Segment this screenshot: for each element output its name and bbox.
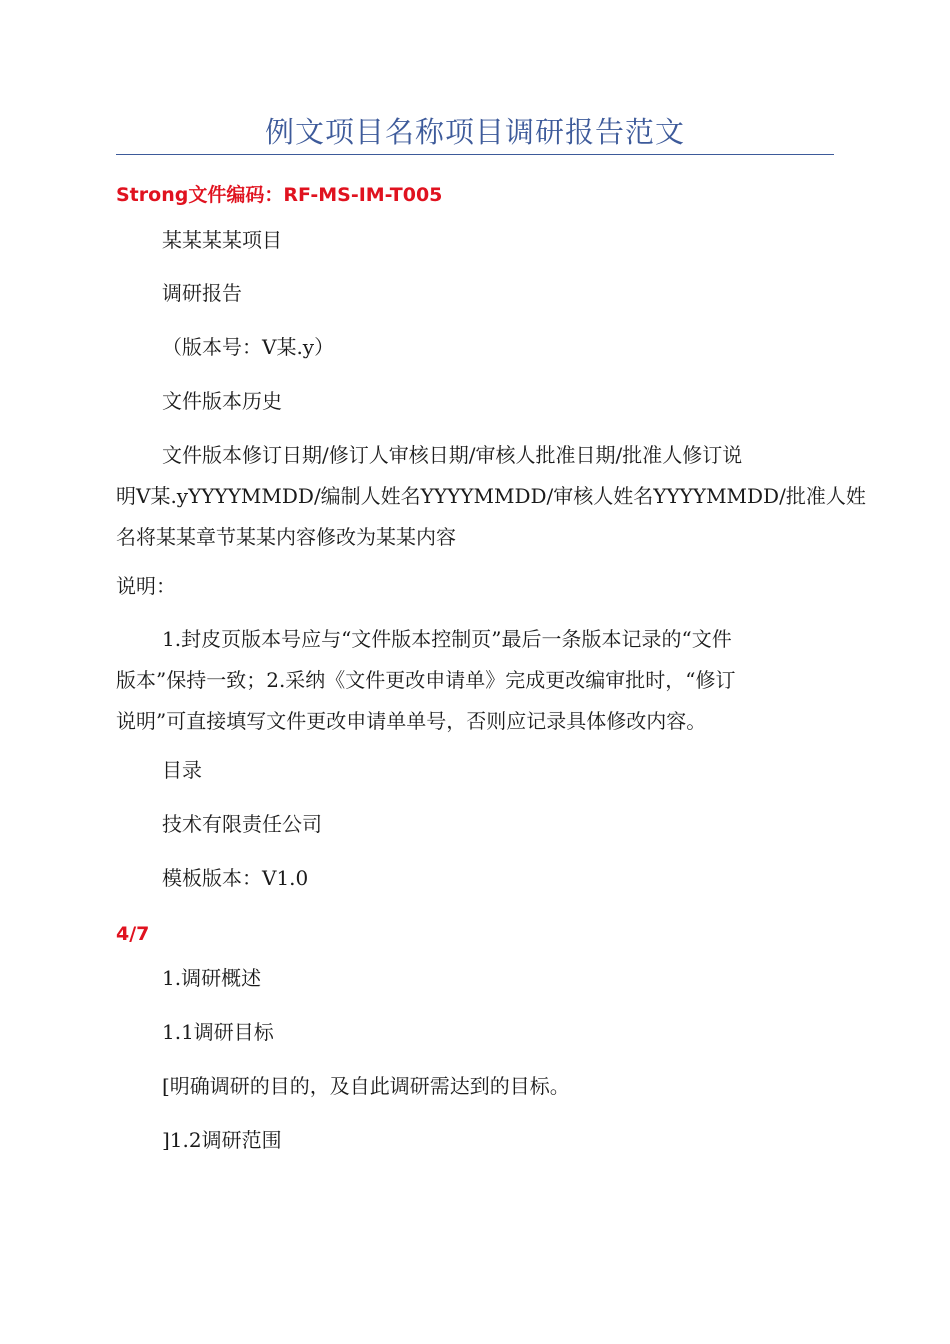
history-line-3: 名将某某章节某某内容修改为某某内容: [116, 525, 456, 549]
objective-text: [明确调研的目的，及自此调研需达到的目标。: [162, 1074, 570, 1098]
history-paragraph: [116, 435, 866, 558]
report-label: 调研报告: [162, 281, 242, 305]
toc-label: 目录: [162, 758, 202, 782]
notes-paragraph: [116, 619, 828, 742]
project-name: 某某某某项目: [162, 228, 282, 252]
section-heading-1: 1.调研概述: [162, 966, 262, 990]
notes-heading: 说明：: [116, 574, 176, 598]
section-heading-1-2: ]1.2调研范围: [162, 1128, 282, 1152]
version-number: （版本号：V某.y）: [162, 335, 335, 359]
notes-line-2: 版本”保持一致；2.采纳《文件更改申请单》完成更改编审批时，“修订: [116, 668, 736, 692]
title-underline: [116, 154, 834, 155]
section-heading-1-1: 1.1调研目标: [162, 1020, 274, 1044]
document-code: Strong文件编码：RF-MS-IM-T005: [116, 184, 443, 206]
template-version: 模板版本：V1.0: [162, 866, 309, 890]
notes-line-3: 说明”可直接填写文件更改申请单单号，否则应记录具体修改内容。: [116, 709, 707, 733]
page-number: 4/7: [116, 923, 150, 945]
notes-line-1: 1.封皮页版本号应与“文件版本控制页”最后一条版本记录的“文件: [162, 627, 732, 651]
history-line-2: 明V某.yYYYYMMDD/编制人姓名YYYYMMDD/审核人姓名YYYYMMDD/批准人姓: [116, 484, 866, 508]
document-title: 例文项目名称项目调研报告范文: [264, 115, 685, 149]
history-line-1: 文件版本修订日期/修订人审核日期/审核人批准日期/批准人修订说: [162, 443, 743, 467]
history-heading: 文件版本历史: [162, 389, 282, 413]
company-name: 技术有限责任公司: [162, 812, 322, 836]
